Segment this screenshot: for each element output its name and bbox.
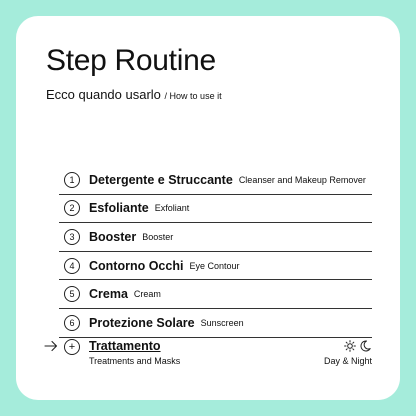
sun-icon: [344, 340, 356, 352]
step-item-4: [59, 252, 372, 281]
page-subtitle: [46, 87, 222, 102]
step-name-italian: Contorno Occhi: [89, 258, 184, 273]
step-item-5: [59, 280, 372, 309]
moon-icon: [360, 340, 371, 352]
step-name-italian: Crema: [89, 287, 128, 302]
step-name-italian: Protezione Solare: [89, 315, 195, 330]
page-title: Step Routine: [46, 44, 216, 77]
step-name-english: Cleanser and Makeup Remover: [238, 174, 366, 185]
step-list: [59, 166, 372, 338]
treatment-step: [44, 338, 374, 370]
step-name-english: Sunscreen: [200, 317, 244, 328]
day-night-label: Day & Night: [323, 356, 372, 366]
step-number-badge: 6: [64, 315, 80, 331]
subtitle-english: / How to use it: [164, 91, 222, 101]
arrow-right-icon: [44, 339, 58, 353]
step-name-english: Booster: [142, 231, 174, 242]
step-item-2: [59, 195, 372, 224]
step-item-6: [59, 309, 372, 338]
step-number-badge: 3: [64, 229, 80, 245]
step-number-badge: 5: [64, 286, 80, 302]
step-number-badge: 2: [64, 200, 80, 216]
step-name-english: Eye Contour: [189, 260, 240, 271]
step-name-italian: Detergente e Struccante: [89, 172, 233, 187]
step-item-3: [59, 223, 372, 252]
step-item-1: [59, 166, 372, 195]
step-name-italian: Booster: [89, 229, 137, 244]
subtitle-italian: Ecco quando usarlo: [46, 87, 161, 102]
step-name-english: Exfoliant: [154, 203, 190, 214]
treatment-subtitle: Treatments and Masks: [89, 356, 181, 366]
treatment-title: Trattamento: [89, 339, 161, 353]
step-name-italian: Esfoliante: [89, 201, 149, 216]
step-number-badge: 1: [64, 172, 80, 188]
step-name-english: Cream: [133, 289, 161, 300]
step-number-badge: 4: [64, 258, 80, 274]
plus-icon: +: [64, 339, 80, 355]
